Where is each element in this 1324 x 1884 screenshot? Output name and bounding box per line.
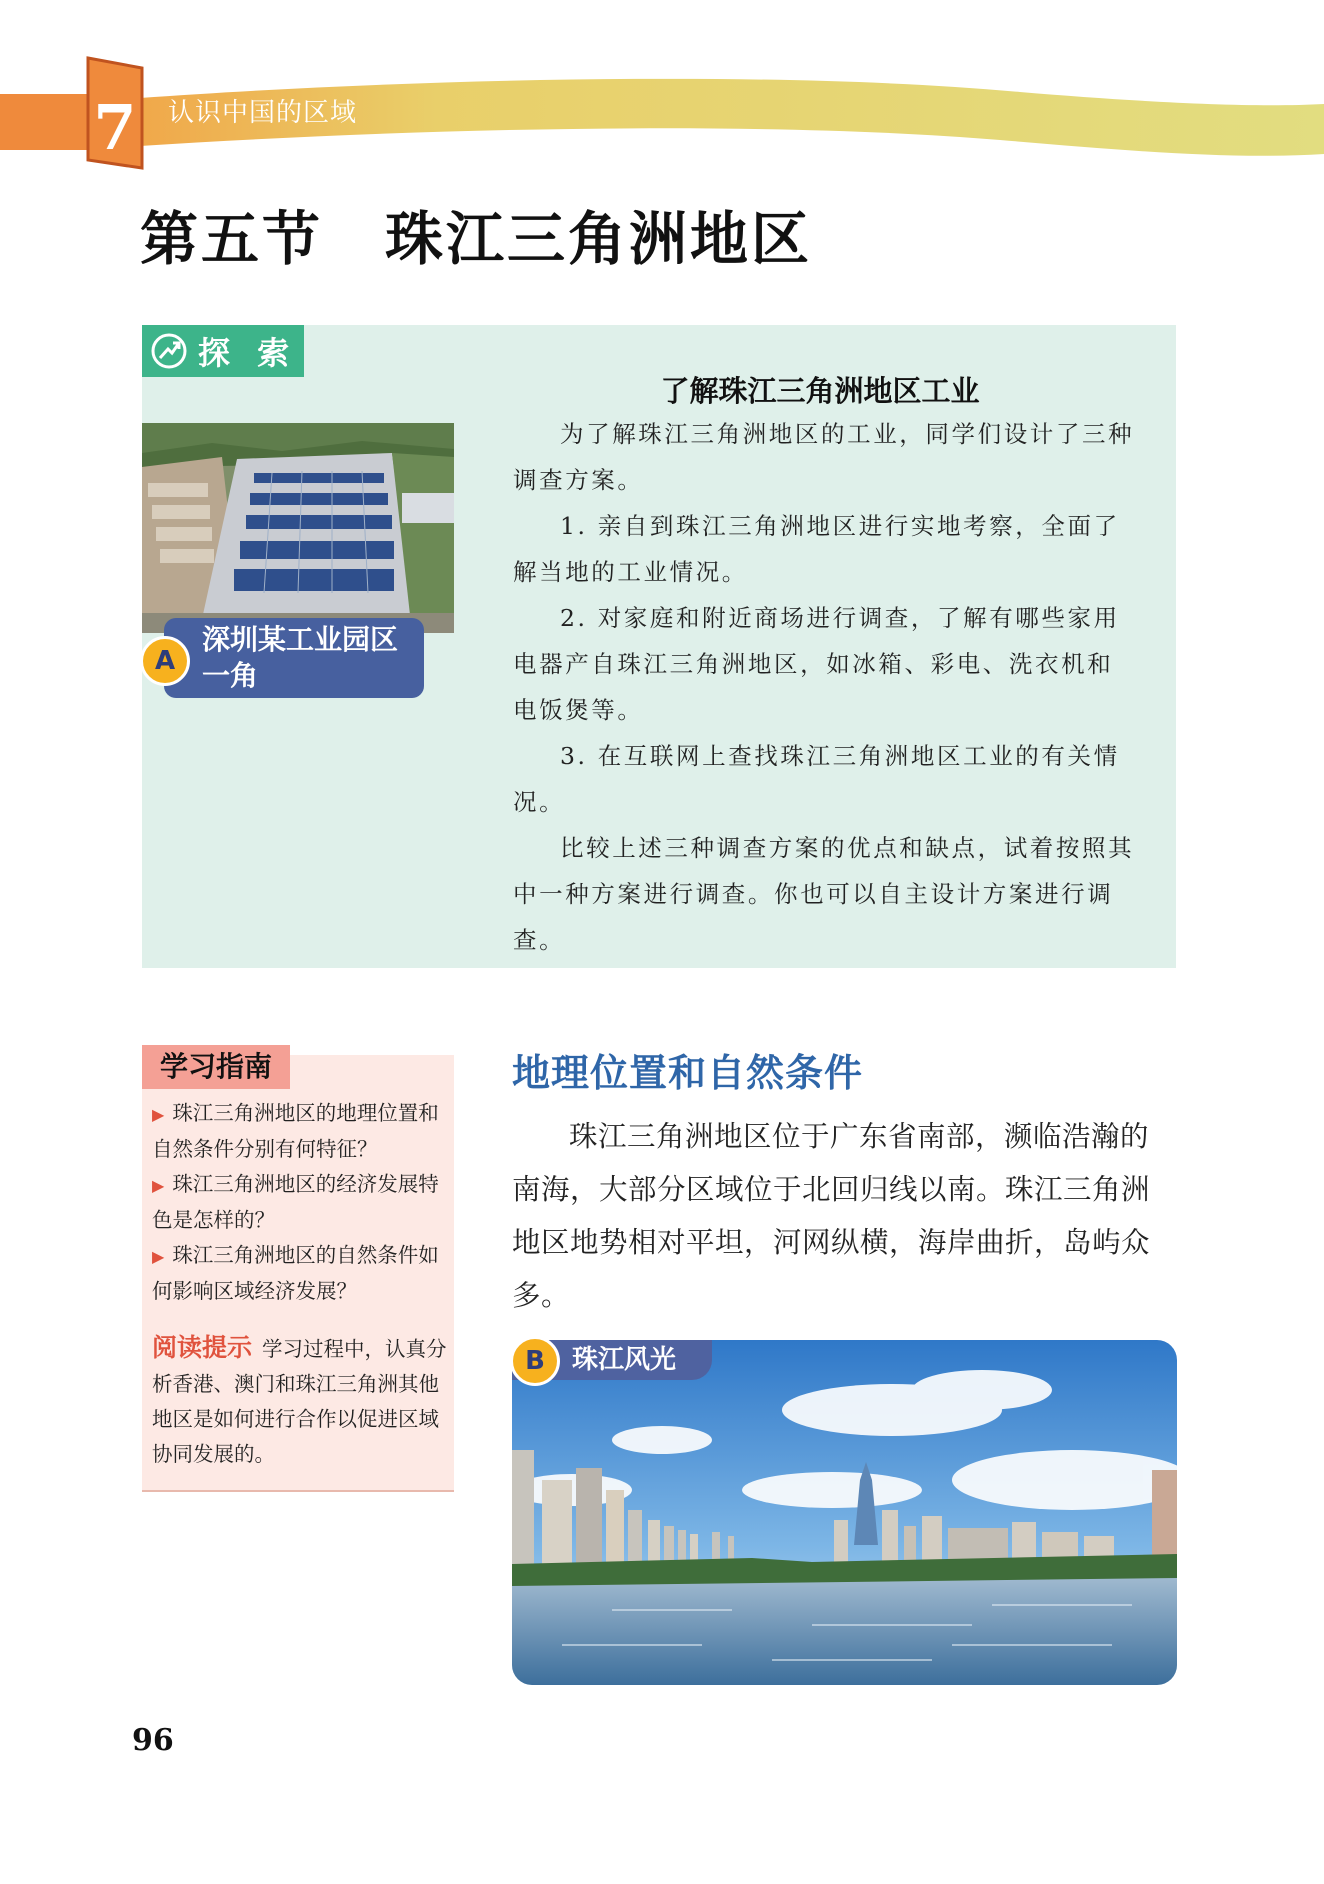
section-number: 第五节 xyxy=(140,205,324,273)
figure-b-caption: 珠江风光 xyxy=(512,1340,712,1380)
study-guide-item: ▶ 珠江三角洲地区的经济发展特色是怎样的？ xyxy=(152,1172,439,1232)
explore-text xyxy=(513,411,1135,963)
explore-paragraph: 为了解珠江三角洲地区的工业，同学们设计了三种调查方案。 xyxy=(513,420,1135,494)
figure-a-caption-line1: 深圳某工业园区 xyxy=(202,623,399,656)
explore-paragraph: 1. 亲自到珠江三角洲地区进行实地考察，全面了解当地的工业情况。 xyxy=(513,512,1120,586)
section-name: 珠江三角洲地区 xyxy=(385,205,813,273)
explore-heading: 了解珠江三角洲地区工业 xyxy=(660,374,980,408)
study-guide-item: ▶ 珠江三角洲地区的自然条件如何影响区域经济发展？ xyxy=(152,1243,439,1303)
figure-a-caption-line2: 一角 xyxy=(202,659,259,692)
study-guide-list xyxy=(150,1096,450,1309)
chapter-number: 7 xyxy=(93,91,137,164)
industrial-park-photo xyxy=(142,423,454,633)
explore-tag-label: 探 索 xyxy=(198,334,298,372)
figure-b-badge: B xyxy=(510,1336,560,1386)
study-guide-item: ▶ 珠江三角洲地区的地理位置和自然条件分别有何特征？ xyxy=(152,1101,439,1161)
triangle-bullet-icon: ▶ xyxy=(152,1105,165,1124)
study-guide-title: 学习指南 xyxy=(142,1045,290,1089)
explore-tag xyxy=(142,325,304,377)
section-paragraph: 珠江三角洲地区位于广东省南部，濒临浩瀚的南海，大部分区域位于北回归线以南。珠江三角洲地区地势相对平坦，河网纵横，海岸曲折，岛屿众多。 xyxy=(512,1120,1151,1312)
explore-icon xyxy=(150,332,188,370)
page-title xyxy=(140,192,812,276)
page-number: 96 xyxy=(132,1723,174,1758)
explore-paragraph: 3. 在互联网上查找珠江三角洲地区工业的有关情况。 xyxy=(513,742,1120,816)
triangle-bullet-icon: ▶ xyxy=(152,1247,165,1266)
reading-tip xyxy=(152,1330,450,1472)
reading-tip-text: 学习过程中，认真分析香港、澳门和珠江三角洲其他地区是如何进行合作以促进区域协同发展的。 xyxy=(152,1337,447,1466)
chapter-title: 认识中国的区域 xyxy=(168,98,358,128)
triangle-bullet-icon: ▶ xyxy=(152,1176,165,1195)
explore-paragraph: 比较上述三种调查方案的优点和缺点，试着按照其中一种方案进行调查。你也可以自主设计方案进行调查。 xyxy=(513,834,1135,954)
explore-paragraph: 2. 对家庭和附近商场进行调查，了解有哪些家用电器产自珠江三角洲地区，如冰箱、彩电、洗衣机和电饭煲等。 xyxy=(513,604,1120,724)
section-heading: 地理位置和自然条件 xyxy=(512,1051,864,1095)
reading-tip-label: 阅读提示 xyxy=(152,1333,253,1362)
pearl-river-photo xyxy=(512,1340,1177,1685)
figure-a-badge: A xyxy=(140,636,190,686)
chapter-header-band xyxy=(0,0,1324,170)
figure-a-caption xyxy=(164,618,424,698)
